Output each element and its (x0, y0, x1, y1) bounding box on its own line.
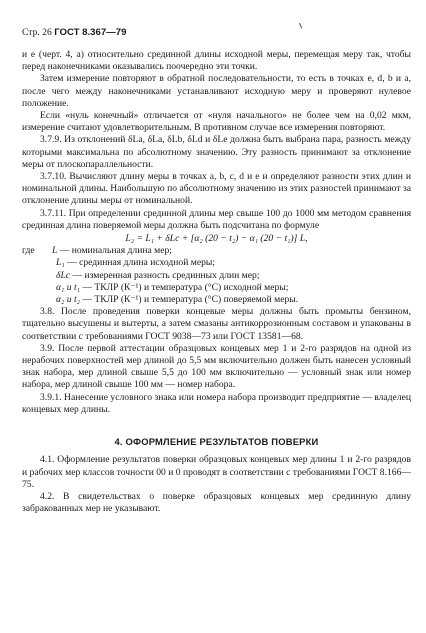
legend-row (22, 245, 411, 257)
page-header (22, 27, 126, 39)
legend-text: — измеренная разность срединных длин мер; (72, 269, 260, 281)
paragraph-repeat: Затем измерение повторяют в обратной последовательности, то есть в точках е, d, b и а, после чего между наконечниками устанавливают исходную меру и проверяют нулевое положение. (22, 73, 411, 109)
legend-row (22, 270, 411, 282)
legend-row (22, 282, 411, 294)
section-heading: 4. ОФОРМЛЕНИЕ РЕЗУЛЬТАТОВ ПОВЕРКИ (114, 436, 319, 448)
legend-symbol: α₂ и t₂ (56, 294, 80, 306)
margin-mark (299, 21, 306, 29)
legend-symbol: α₁ и t₁ (56, 281, 80, 293)
paragraph-4-1: 4.1. Оформление результатов поверки образцовых концевых мер длины 1 и 2-го разрядов и рабочих мер классов точности 00 и 0 проводят в соответствии с требованиями ГОСТ 8.166—75. (22, 454, 411, 490)
legend-symbol: L₁ (56, 257, 65, 269)
paragraph-3-7-10: 3.7.10. Вычисляют длину меры в точках а, b, c, d и e и определяют разности этих длин и номинальной длины. Наибольшую по абсолютному значению из этих разностей принимают за отклонение длины меры от номинальной. (22, 171, 411, 207)
paragraph-3-8: 3.8. После проведения поверки концевые меры должны быть промыты бензином, тщательно высушены и вытерты, а затем смазаны антикоррозионным составом и упакованы в соответствии с требованиями ГОСТ 9038—73 или ГОСТ 13581—68. (22, 306, 411, 342)
formula-legend (22, 245, 411, 306)
formula: L₂ = L₁ + δLc + [α₂ (20 − t₂) − α₁ (20 − t₁)] L, (125, 233, 308, 245)
standard-code: ГОСТ 8.367—79 (54, 27, 127, 38)
legend-text: — номинальная длина мер; (59, 245, 172, 257)
paragraph-zero-check: Если «нуль конечный» отличается от «нуля начального» не более чем на 0,02 мкм, измерение считают удовлетворительным. В противном случае все измерения повторяют. (22, 110, 411, 134)
legend-symbol: L (52, 245, 58, 257)
main-text (22, 49, 411, 515)
paragraph-continuation: и е (черт. 4, а) относительно срединной длины исходной меры, перемещая меру так, чтобы перед наконечниками оказывались поочередно эти точки. (22, 49, 411, 73)
legend-symbol: δLc (56, 269, 71, 281)
paragraph-3-9: 3.9. После первой аттестации образцовых концевых мер 1 и 2-го разрядов на одной из нерабочих поверхностей мер длиной до 5,5 мм включительно должен быть нанесен условный знак набора, мер длиной свыше 5,5 до 100 мм включительно — условный знак или номер набора, мер длиной свыше 100 мм — номер набора. (22, 342, 411, 391)
legend-text: — срединная длина исходной меры; (67, 257, 216, 269)
legend-row (22, 294, 411, 306)
where-label: где (22, 245, 35, 257)
paragraph-4-2: 4.2. В свидетельствах о поверке образцовых концевых мер срединную длину забракованных мер не указывают. (22, 490, 411, 515)
page-number: Стр. 26 (22, 27, 52, 38)
paragraph-3-7-9: 3.7.9. Из отклонений δLa, δLa, δLb, δLd и δLe должна быть выбрана пара, разность между которыми максимальна по абсолютному значению. Эту разность принимают за отклонение меры от плоскопараллельности. (22, 134, 411, 170)
legend-row (22, 257, 411, 269)
paragraph-3-7-11: 3.7.11. При определении срединной длины мер свыше 100 до 1000 мм методом сравнения срединная длина поверяемой меры должна быть подсчитана по формуле (22, 207, 411, 231)
legend-text: — ТКЛР (К⁻¹) и температура (°С) исходной меры; (82, 281, 289, 293)
legend-text: — ТКЛР (К⁻¹) и температура (°С) поверяемой меры. (82, 294, 299, 306)
paragraph-3-9-1: 3.9.1. Нанесение условного знака или номера набора производит предприятие — владелец концевых мер длины. (22, 391, 411, 415)
